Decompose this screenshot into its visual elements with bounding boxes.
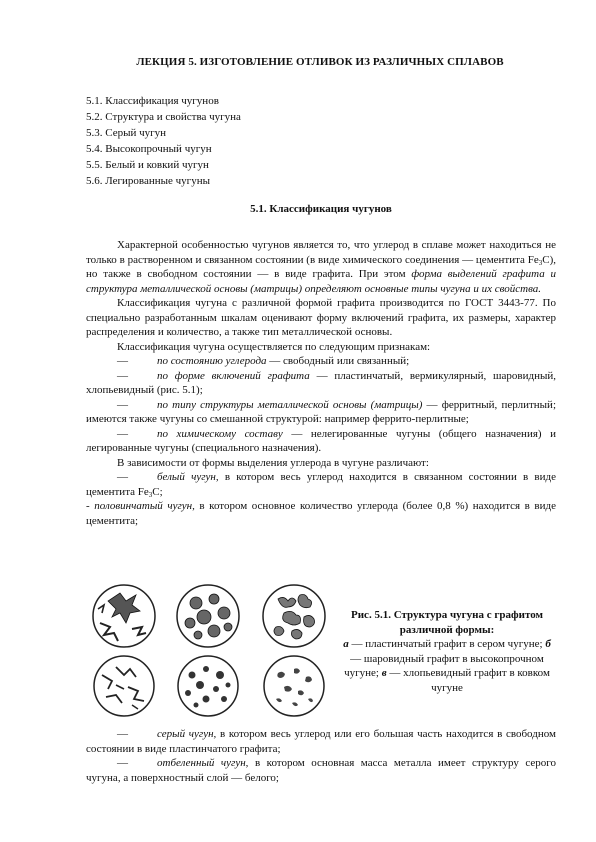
section-title: 5.1. Классификация чугунов — [250, 203, 392, 215]
body-text — [86, 238, 556, 528]
text-run: — хлопьевидный графит в ковком чугуне — [386, 667, 550, 694]
body-text-continued — [86, 727, 556, 785]
dash-marker: — — [117, 427, 128, 440]
list-item — [86, 354, 556, 369]
lecture-title: ЛЕКЦИЯ 5. ИЗГОТОВЛЕНИЕ ОТЛИВОК ИЗ РАЗЛИЧНЫХ СПЛАВОВ — [136, 56, 504, 68]
list-item — [86, 499, 556, 528]
figure-5-1 — [86, 583, 556, 718]
dash-marker: — — [117, 728, 128, 740]
text-run: - — [86, 500, 95, 512]
caption-title: Рис. 5.1. Структура чугуна с графитом различной формы: — [351, 609, 543, 636]
text-run: в котором основная масса металла имеет структуру серого чугуна, а поверхностный слой — белого; — [86, 757, 556, 784]
caption-label: в — [381, 667, 387, 679]
text-run: в котором весь углерод или его большая часть находится в свободном состоянии в виде пластинчатого графита; — [86, 728, 556, 755]
toc-item: 5.3. Серый чугун — [86, 127, 167, 139]
graphite-micrographs — [86, 583, 334, 718]
text-run: в котором основное количество углерода (более 0,8 %) находится в виде цементита; — [86, 500, 556, 527]
dash-marker: — — [117, 355, 128, 367]
italic-text: форма выделений графита и структура металлической основы (матрицы) определяют основные типы чугуна и их свойства. — [86, 268, 556, 295]
dash-marker: — — [117, 398, 128, 411]
dash-marker: — — [117, 471, 128, 483]
text-run: С; — [152, 485, 163, 498]
toc-item: 5.1. Классификация чугунов — [86, 95, 219, 107]
micrograph-c-top — [263, 585, 325, 647]
list-item — [86, 756, 556, 785]
toc-item: 5.6. Легированные чугуны — [86, 175, 210, 187]
dash-marker: — — [117, 757, 128, 769]
paragraph-types: В зависимости от формы выделения углерода в чугуне различают: — [117, 456, 429, 469]
caption-label: б — [545, 638, 551, 650]
italic-text: по форме включений графита — [157, 369, 310, 382]
text-run: — шаровидный графит в высокопрочном чугуне; — [344, 652, 544, 679]
figure-caption — [338, 608, 556, 695]
italic-text: по состоянию углерода — [157, 355, 267, 367]
text-run: в котором весь углерод находится в связанном состоянии в виде цементита Fe — [86, 471, 556, 498]
subscript: 3 — [538, 258, 543, 267]
toc-item: 5.4. Высокопрочный чугун — [86, 143, 212, 155]
micrograph-b-top — [177, 585, 239, 647]
caption-label: а — [343, 638, 349, 650]
subscript: 3 — [148, 490, 153, 499]
micrograph-a-bottom — [94, 656, 154, 716]
italic-text: по химическому составу — [157, 427, 283, 440]
italic-text: белый чугун, — [157, 471, 219, 483]
list-item — [86, 398, 556, 427]
dash-marker: — — [117, 369, 128, 382]
toc-item: 5.5. Белый и ковкий чугун — [86, 159, 209, 171]
table-of-contents — [86, 93, 556, 189]
text-run: — пластинчатый, вермикулярный, шаровидный, хлопьевидный (рис. 5.1); — [86, 369, 556, 396]
text-run: С), но также в свободном состоянии — в виде графита. При этом — [86, 253, 556, 280]
caption-text — [338, 637, 556, 695]
italic-text: серый чугун, — [157, 728, 217, 740]
italic-text: отбеленный чугун, — [157, 757, 249, 769]
paragraph-criteria: Классификация чугуна осуществляется по следующим признакам: — [117, 340, 431, 353]
micrograph-c-bottom — [264, 656, 324, 716]
text-run: Характерной особенностью чугунов является то, что углерод в сплаве может находиться не только в растворенном и связанном состоянии (в виде химического соединения — цементита Fe — [86, 239, 556, 266]
italic-text: половинчатый чугун, — [94, 500, 195, 512]
micrograph-b-bottom — [178, 656, 238, 716]
list-item — [86, 470, 556, 499]
micrograph-a-top — [93, 585, 155, 647]
italic-text: по типу структуры металлической основы (матрицы) — [157, 398, 423, 411]
list-item — [86, 727, 556, 756]
list-item — [86, 369, 556, 398]
text-run: — нелегированные чугуны (общего назначения) и легированные чугуны (специального назначения). — [86, 427, 556, 454]
text-run: — ферритный, перлитный; имеются также чугуны со смешанной структурой: например феррито-перлитные; — [86, 398, 556, 425]
list-item — [86, 427, 556, 456]
toc-item: 5.2. Структура и свойства чугуна — [86, 111, 241, 123]
paragraph-intro — [86, 238, 556, 296]
paragraph-gost: Классификация чугуна с различной формой графита производится по ГОСТ 3443-77. По специально разработанным шкалам оценивают форму включений графита, их размеры, характер распределения и количество, а также тип металлической основы. — [86, 297, 556, 338]
text-run: — свободный или связанный; — [266, 355, 410, 367]
text-run: — пластинчатый графит в сером чугуне; — [348, 638, 546, 650]
